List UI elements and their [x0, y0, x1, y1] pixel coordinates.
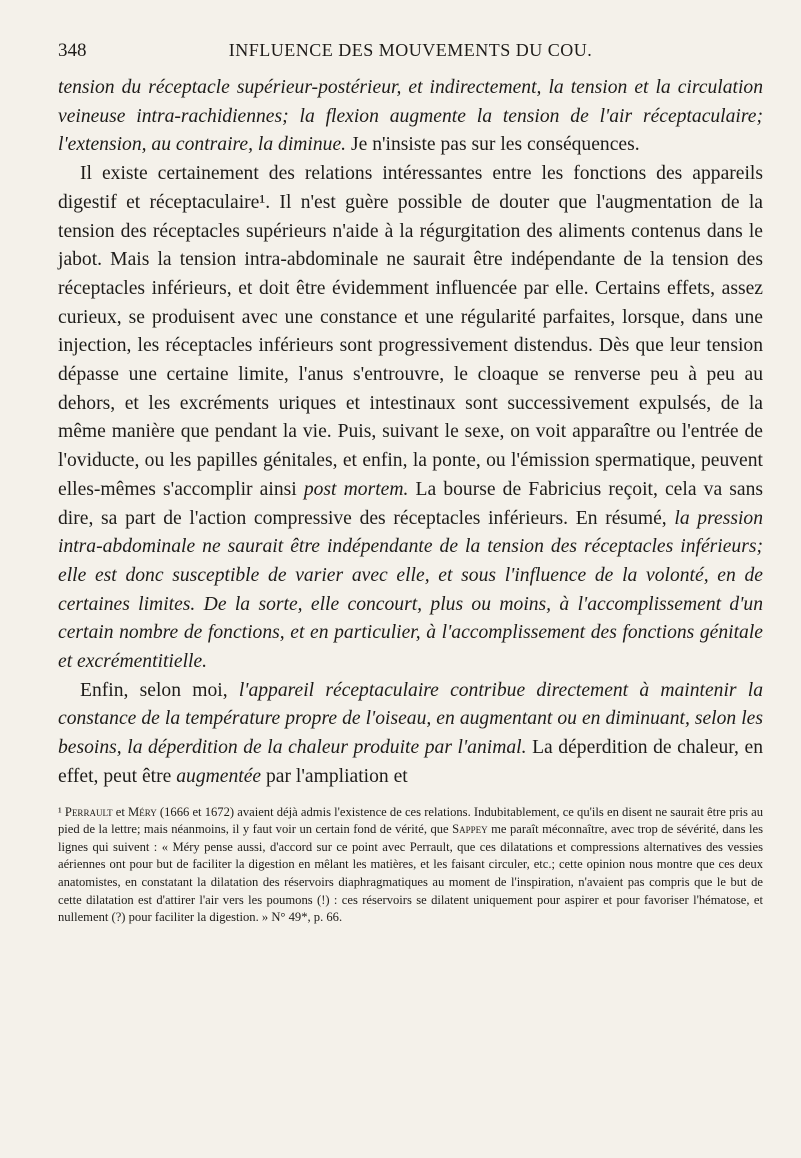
page-number: 348	[58, 40, 87, 61]
author-name: ¹ Perrault	[58, 804, 113, 819]
italic-text: la pression intra-abdominale ne saurait être indépendante de la tension des réceptacles inférieurs; elle est donc susceptible de varier avec elle, et sous l'influence de la volonté, en de certaines limites. De la sorte, elle concourt, plus ou moins, à l'accomplissement d'un certain nombre de fonctions, et en particulier, à l'accomplissement des fonctions génitale et excrémentitielle.	[58, 507, 763, 673]
author-name: Méry	[128, 804, 157, 819]
paragraph	[58, 677, 763, 792]
italic-text: augmentée	[176, 765, 262, 787]
running-title: INFLUENCE DES MOUVEMENTS DU COU.	[228, 40, 593, 60]
text-run: par l'ampliation et	[261, 765, 408, 787]
text-run: La bourse de Fabricius reçoit, cela va sans dire, sa part de l'action compressive des réceptacles inférieurs. En résumé,	[58, 478, 764, 529]
text-run: Enfin, selon moi,	[80, 679, 239, 701]
text-run: Il existe certainement des relations intéressantes entre les fonctions des appareils digestif et réceptaculaire¹. Il n'est guère possible de douter que l'augmentation de la tension des réceptacles supérieurs n'aide à la régurgitation des aliments contenus dans le jabot. Mais la tension intra-abdominale ne saurait être indépendante de la tension des réceptacles inférieurs, et doit être évidemment influencée par elle. Certains effets, assez curieux, se produisent avec une constance et une régularité parfaites, lorsque, dans une injection, les réceptacles inférieurs sont progressivement distendus. Dès que leur tension dépasse une certaine limite, l'anus s'entrouvre, le cloaque se renverse peu à peu au dehors, et les excréments uriques et intestinaux sont successivement expulsés, de la même manière que pendant la vie. Puis, suivant le sexe, on voit apparaître ou l'entrée de l'oviducte, ou les papilles génitales, et enfin, la ponte, ou l'émission spermatique, peuvent elles-mêmes s'accomplir ainsi	[58, 163, 763, 500]
page-header	[58, 40, 763, 66]
paragraph	[58, 74, 763, 160]
footnote-text: et	[112, 804, 129, 819]
author-name: Sappey	[452, 822, 488, 837]
body-text	[58, 74, 763, 792]
italic-text: tension du réceptacle supérieur-postérieur, et indirectement, la tension et la circulation veineuse intra-rachidiennes; la flexion augmente la tension de l'air réceptaculaire; l'extension, au contraire, la diminue.	[58, 77, 763, 156]
footnote	[58, 804, 763, 927]
italic-text: post mortem.	[303, 478, 409, 500]
footnote-text: me paraît méconnaître, avec trop de sévérité, dans les lignes qui suivent : « Méry pense aussi, d'accord sur ce point avec Perrault, que ces dilatations et compressions alternatives des vessies aériennes ont pour but de faciliter la digestion en mêlant les matières, et les faisant circuler, etc.; cette opinion nous montre que ces deux anatomistes, en constatant la dilatation des réservoirs diaphragmatiques au moment de l'inspiration, n'avaient pas compris que le but de cette dilatation est d'attirer l'air vers les poumons (!) : ces réservoirs se dilatent uniquement pour aspirer et pour favoriser l'hématose, et nullement (?) pour faciliter la digestion. » N° 49*, p. 66.	[58, 822, 763, 925]
paragraph	[58, 160, 763, 677]
italic-text: l'appareil réceptaculaire contribue directement à maintenir la constance de la température propre de l'oiseau, en augmentant ou en diminuant, selon les besoins, la déperdition de la chaleur produite par l'animal.	[58, 679, 763, 759]
footnote-text: (1666 et 1672) avaient déjà admis l'existence de ces relations. Indubitablement, ce qu'ils en disent ne saurait être pris au pied de la lettre; mais néanmoins, il y faut voir un certain fond de vérité, que	[58, 804, 764, 837]
page	[58, 40, 763, 927]
text-run: Je n'insiste pas sur les conséquences.	[346, 134, 640, 156]
text-run: La déperdition de chaleur, en effet, peut être	[58, 737, 763, 787]
